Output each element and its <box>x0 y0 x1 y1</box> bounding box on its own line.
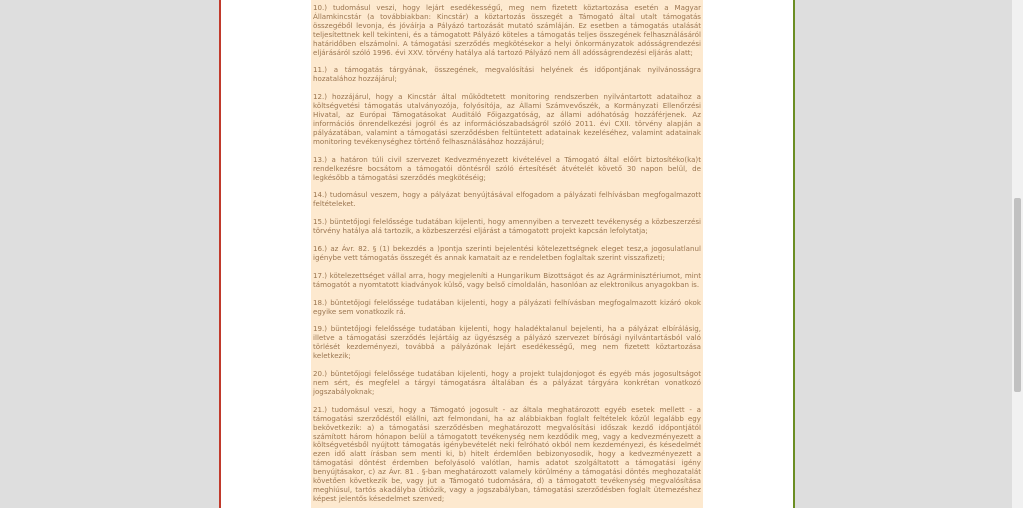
list-item: 12.) hozzájárul, hogy a Kincstár által működtetett monitoring rendszerben nyilvántartott adataihoz a költségvetési támogatás utalványozója, folyósítója, az Állami Számvevőszék, a Kormányzati Ellenőrzési Hivatal, az Európai Támogatásokat Auditáló Főigazgatóság, az állami adóhatóság hozzáférjenek. Az információs önrendelkezési jogról és az információszabadságról szóló 2011. évi CXII. törvény alapján a pályázatában, valamint a támogatási szerződésben feltüntetett adatainak kezeléséhez, valamint adatainak monitoring tevékenységhez történő felhasználásához hozzájárul; <box>313 92 701 146</box>
list-item: 11.) a támogatás tárgyának, összegének, megvalósítási helyének és időpontjának nyilvánosságra hozatalához hozzájárul; <box>313 65 701 84</box>
document-page <box>219 0 795 508</box>
list-item: 16.) az Ávr. 82. § (1) bekezdés a )pontja szerinti bejelentési kötelezettségnek eleget tesz,a jogosulatlanul igénybe vett támogatás összegét és annak kamatait az e rendeletben foglaltak szerint visszafizeti; <box>313 244 701 262</box>
list-item: 21.) tudomásul veszi, hogy a Támogató jogosult - az általa meghatározott egyéb esetek mellett - a támogatási szerződéstől elállni, azt felmondani, ha az alábbiakban foglalt feltételek közül legalább egy bekövetkezik: a) a támogatási szerződésben meghatározott megvalósítási időszak kezdő időpontjától számított három hónapon belül a támogatott tevékenység nem kezdődik meg, vagy a kedvezményezett a költségvetésből nyújtott támogatás igénybevételét neki felróható okból nem kezdeményezi, és késedelmét ezen idő alatt írásban sem menti ki, b) hitelt érdemlően bebizonyosodik, hogy a kedvezményezett a támogatási döntést érdemben befolyásoló valótlan, hamis adatot szolgáltatott a támogatási igény benyújtásakor, c) az Ávr. 81 . §-ban meghatározott valamely körülmény a támogatási döntés meghozatalát követően következik be, vagy jut a Támogató tudomására, d) a támogatott tevékenység megvalósítása meghiúsul, tartós akadályba ütközik, vagy a jogszabályban, támogatási szerződésben foglalt ütemezéshez képest jelentős késedelmet szenved; <box>313 404 701 503</box>
list-item: 14.) tudomásul veszem, hogy a pályázat benyújtásával elfogadom a pályázati felhívásban megfogalmazott feltételeket. <box>313 190 701 209</box>
scrollbar-thumb[interactable] <box>1014 198 1021 392</box>
list-item: 17.) kötelezettséget vállal arra, hogy megjeleníti a Hungarikum Bizottságot és az Agrárminisztériumot, mint támogatót a nyomtatott kiadványok külső, vagy belső címoldalán, hasonlóan az elektronikus anyagokban is. <box>313 270 701 289</box>
list-item: 15.) büntetőjogi felelőssége tudatában kijelenti, hogy amennyiben a tervezett tevékenység a közbeszerzési törvény hatálya alá tartozik, a közbeszerzési eljárást a támogatott projekt kapcsán lefolytatja; <box>313 217 701 236</box>
list-item: 20.) büntetőjogi felelőssége tudatában kijelenti, hogy a projekt tulajdonjogot és egyéb más jogosultságot nem sért, és megfelel a tárgyi támogatásra általában és a pályázat tárgyára konkrétan vonatkozó jogszabályoknak; <box>313 369 701 396</box>
vertical-scrollbar[interactable] <box>1012 0 1023 508</box>
list-item: 13.) a határon túli civil szervezet Kedvezményezett kivételével a Támogató által előírt biztosítéko(ka)t rendelkezésre bocsátom a támogatói döntésről szóló értesítését átvételét követő 30 napon belül, de legkésőbb a támogatási szerződés megkötéséig; <box>313 154 701 182</box>
list-item: 19.) büntetőjogi felelőssége tudatában kijelenti, hogy haladéktalanul bejelenti, ha a pályázat elbírálásig, illetve a támogatási szerződés lejártáig az ügyészség a pályázó szervezet bírósági nyilvántartásból való törlését kezdeményezi, továbbá a pályázónak lejárt esedékességű, meg nem fizetett köztartozása keletkezik; <box>313 324 701 361</box>
highlighted-text-block <box>311 0 703 508</box>
list-item: 18.) büntetőjogi felelőssége tudatában kijelenti, hogy a pályázati felhívásban megfogalmazott kizáró okok egyike sem vonatkozik rá. <box>313 297 701 316</box>
list-item: 10.) tudomásul veszi, hogy lejárt esedékességű, meg nem fizetett köztartozása esetén a Magyar Államkincstár (a továbbiakban: Kincstár) a köztartozás összegét a Támogató által utalt támogatás összegéből levonja, és jóváírja a Pályázó tartozását mutató számláján. Ez esetben a támogatás utalását teljesítettnek kell tekinteni, és a támogatott Pályázó köteles a támogatás teljes összegének felhasználásáról határidőben elszámolni. A támogatási szerződés megkötésekor a helyi önkormányzatok adósságrendezési eljárásáról szóló 1996. évi XXV. törvény hatálya alá tartozó Pályázó nem áll adósságrendezési eljárás alatt; <box>313 3 701 57</box>
